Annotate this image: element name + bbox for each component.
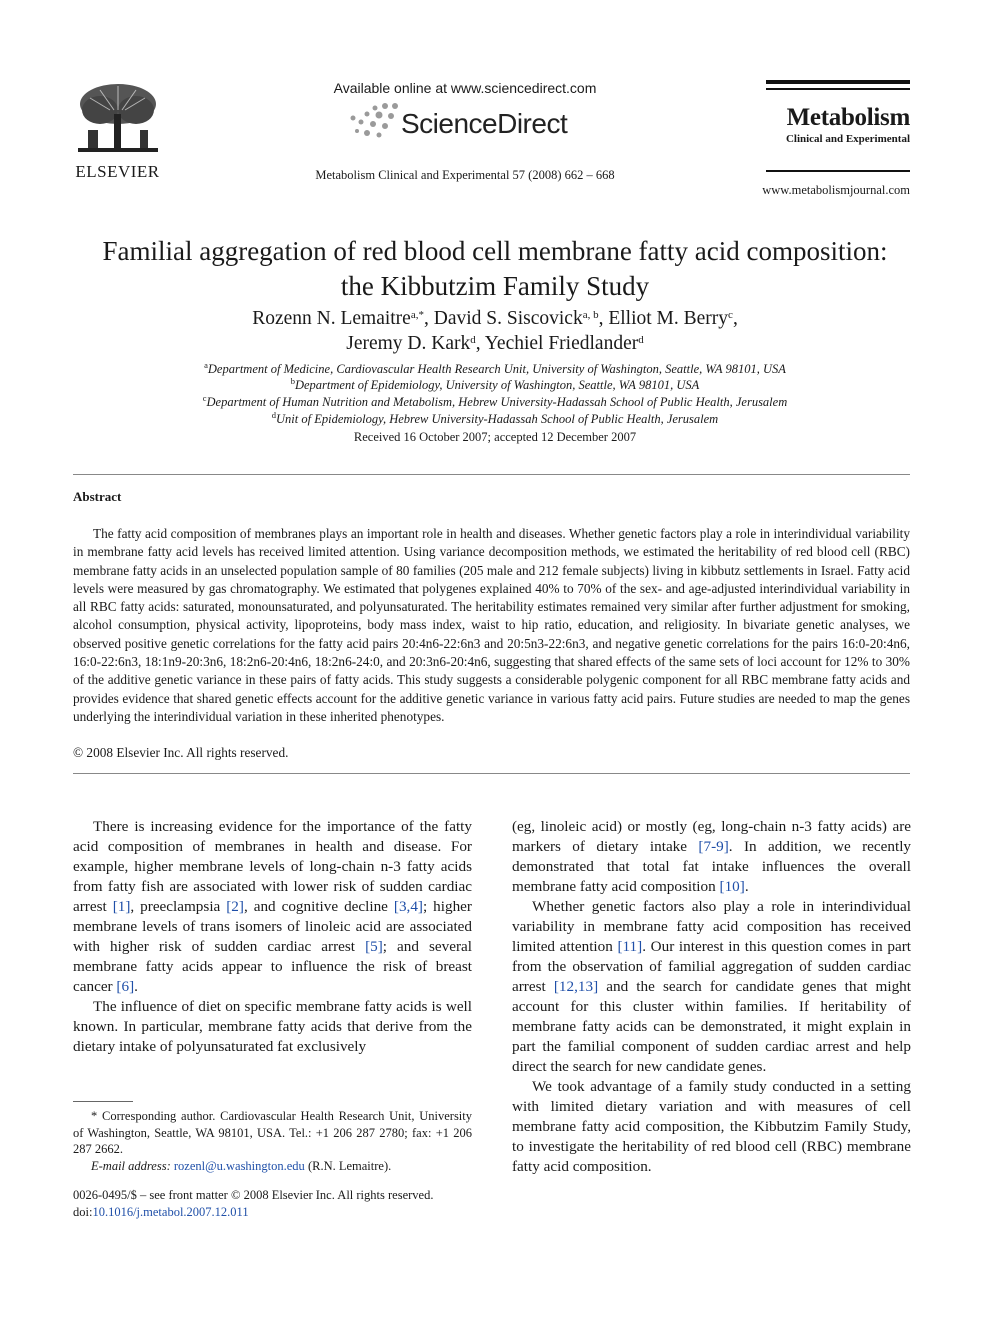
abstract-heading: Abstract [73, 489, 122, 504]
abstract-body: The fatty acid composition of membranes plays an important role in health and diseases. Whether genetic factors play a role in interindividual variability in membrane fatty acid levels has received limited attention. Using variance decomposition methods, we estimated the heritability of red blood cell (RBC) membrane fatty acids in an unselected population sample of 80 families (205 male and 212 female subjects) living in kibbutz settlements in Israel. Fatty acid levels were measured by gas chromatography. We estimated that polygenes explained 40% to 70% of the sex- and age-adjusted interindividual variability in all RBC fatty acids: saturated, monounsaturated, and polyunsaturated. The heritability estimates remained very similar after further adjustment for smoking, alcohol consumption, physical activity, lipoproteins, body mass index, waist to hip ratio, education, and religiosity. In bivariate genetic analyses, we observed positive genetic correlations for the fatty acid pairs 20:4n6-22:6n3 and 20:5n3-22:6n3, and negative genetic correlations for the pairs 16:0-20:4n6, 16:0-22:6n3, 18:1n9-20:3n6, 18:2n6-20:4n6, 18:2n6-24:0, and 20:3n6-20:4n6, suggesting that shared effects of the same sets of loci account for 12% to 30% of the additive genetic variance in these pairs of fatty acids. This study suggests a considerable polygenic component for all RBC membrane fatty acids and provides evidence that shared genetic effects account for the additive genetic variance in various fatty acid pairs. Future studies are needed to map the genes underlying the interindividual variation in these inherited phenotypes. [73, 526, 910, 724]
affiliation-text: Department of Human Nutrition and Metabolism, Hebrew University-Hadassah School of Public Health, Jerusalem [206, 395, 788, 409]
author-affiliation-mark: c [728, 309, 733, 321]
sciencedirect-logo [345, 100, 585, 146]
author-affiliation-mark: d [638, 334, 644, 346]
email-label: E-mail address: [91, 1158, 171, 1173]
author-name: Rozenn N. Lemaitre [252, 308, 411, 329]
citation-link[interactable]: [2] [226, 898, 244, 915]
affiliation-key: a [204, 360, 208, 370]
front-matter [73, 1187, 493, 1220]
affiliation [100, 395, 890, 410]
citation-link[interactable]: [3,4] [393, 898, 423, 915]
author-affiliation-mark: a,* [410, 309, 424, 321]
citation-link[interactable]: [10] [719, 878, 745, 895]
citation-link[interactable]: [1] [112, 898, 131, 915]
citation-link[interactable]: [11] [617, 938, 643, 955]
journal-citation: Metabolism Clinical and Experimental 57 (2008) 662 – 668 [315, 168, 615, 182]
author-affiliation-mark: a, b [582, 309, 599, 321]
divider [73, 773, 910, 774]
body-paragraph: (eg, linoleic acid) or mostly (eg, long-chain n-3 fatty acids) are markers of dietary intake [7-9]. In addition, we recently demonstrated that total fat intake influences the overall membrane fatty acid composition [10]. [512, 818, 912, 895]
article-title-line1: Familial aggregation of red blood cell membrane fatty acid composition: [102, 236, 888, 266]
sciencedirect-wordmark: ScienceDirect [401, 108, 568, 139]
elsevier-logo [70, 80, 165, 185]
affiliation [100, 362, 890, 377]
elsevier-tree-icon [70, 80, 165, 160]
footnote [73, 1108, 472, 1174]
journal-subtitle: Clinical and Experimental [785, 133, 910, 145]
author-affiliation-mark: d [470, 334, 476, 346]
corresponding-author-note: * Corresponding author. Cardiovascular Health Research Unit, University of Washington, Seattle, WA 98101, USA. Tel.: +1 206 287 2780; fax: +1 206 287 2662. [73, 1109, 472, 1156]
available-online-text: Available online at www.sciencedirect.com [333, 80, 597, 96]
divider [73, 474, 910, 475]
author-separator: , [475, 333, 485, 354]
affiliation-key: c [202, 393, 207, 403]
body-column-left [73, 817, 472, 1057]
issn-line: 0026-0495/$ – see front matter © 2008 Elsevier Inc. All rights reserved. [73, 1188, 434, 1202]
author-name: Yechiel Friedlander [484, 333, 639, 354]
body-paragraph: There is increasing evidence for the importance of the fatty acid composition of membranes in health and disease. For example, higher membrane levels of long-chain n-3 fatty acids from fatty fish are associated with lower risk of sudden cardiac arrest [1], preeclampsia [2], and cognitive decline [3,4]; higher membrane levels of trans isomers of linoleic acid are associated with higher risk of sudden cardiac arrest [5]; and several membrane fatty acids appear to influence the risk of breast cancer [6]. [73, 818, 472, 995]
journal-url-link[interactable]: www.metabolismjournal.com [762, 183, 910, 197]
masthead-rule-bottom [766, 170, 910, 172]
abstract-copyright: © 2008 Elsevier Inc. All rights reserved. [73, 745, 289, 760]
body-paragraph: Whether genetic factors also play a role in interindividual variability in membrane fatty acid composition has received limited attention [11]. Our interest in this question comes in part from the observation of familial aggregation of sudden cardiac arrest [12,13] and the search for candidate genes that might account for this cluster within families. If heritability of membrane fatty acids can be demonstrated, it might explain in part the familial component of sudden cardiac arrest and help direct the search for new candidate genes. [512, 898, 911, 1075]
email-line [73, 1158, 472, 1175]
received-dates: Received 16 October 2007; accepted 12 December 2007 [353, 430, 637, 444]
author-name: David S. Siscovick [433, 308, 583, 329]
doi-link[interactable]: 10.1016/j.metabol.2007.12.011 [92, 1204, 249, 1219]
citation-link[interactable]: [12,13] [553, 978, 599, 995]
author-name: Elliot M. Berry [608, 308, 729, 329]
affiliation [100, 412, 890, 427]
masthead-rule-thin [766, 88, 910, 90]
affiliation-text: Department of Medicine, Cardiovascular Health Research Unit, University of Washington, Seattle, WA 98101, USA [207, 362, 786, 376]
author-name: Jeremy D. Kark [346, 333, 471, 354]
doi-label: doi: [73, 1204, 93, 1219]
affiliation-key: d [271, 410, 277, 420]
email-owner: (R.N. Lemaitre). [304, 1158, 392, 1173]
article-title-line2: the Kibbutzim Family Study [340, 271, 650, 301]
affiliation-text: Unit of Epidemiology, Hebrew University-Hadassah School of Public Health, Jerusalem [276, 412, 719, 426]
author-list [100, 306, 890, 356]
affiliation-key: b [290, 376, 295, 386]
elsevier-wordmark: ELSEVIER [75, 162, 160, 181]
author-separator: , [598, 308, 609, 329]
citation-link[interactable]: [7-9] [698, 838, 729, 855]
body-column-right [512, 817, 911, 1177]
citation-link[interactable]: [6] [116, 978, 135, 995]
citation-link[interactable]: [5] [365, 938, 383, 955]
body-paragraph: We took advantage of a family study conducted in a setting with limited dietary variation and with measures of cell membrane fatty acid composition, the Kibbutzim Family Study, to investigate the heritability of red blood cell (RBC) membrane fatty acid composition. [512, 1078, 911, 1175]
journal-title: Metabolism [786, 104, 910, 131]
email-link[interactable]: rozenl@u.washington.edu [173, 1158, 305, 1173]
sciencedirect-dots-icon [345, 100, 401, 144]
body-paragraph: The influence of diet on specific membrane fatty acids is well known. In particular, membrane fatty acids that derive from the dietary intake of polyunsaturated fat exclusively [73, 998, 472, 1055]
affiliation [100, 378, 890, 393]
footnote-rule [73, 1101, 133, 1102]
masthead-rule-thick [766, 80, 910, 84]
doi-line [73, 1204, 493, 1221]
article-title [60, 234, 930, 304]
author-separator: , [732, 308, 738, 329]
affiliation-text: Department of Epidemiology, University of Washington, Seattle, WA 98101, USA [294, 378, 700, 392]
author-separator: , [423, 308, 434, 329]
